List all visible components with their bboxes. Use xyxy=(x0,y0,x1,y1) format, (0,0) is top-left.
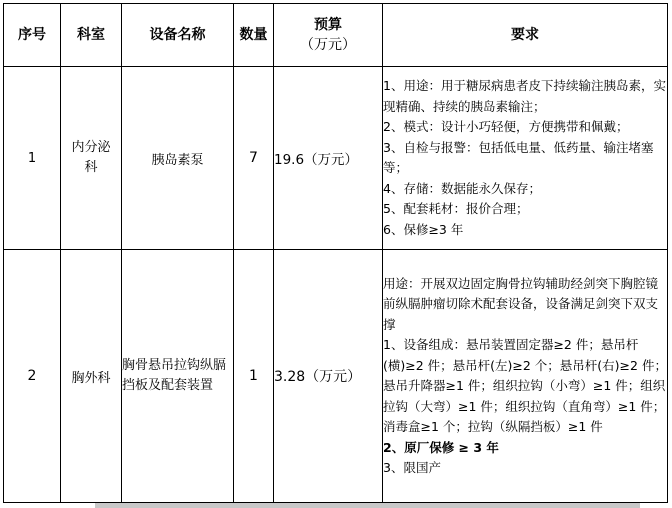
cell-seq: 2 xyxy=(4,250,61,503)
cell-requirements xyxy=(383,250,668,503)
requirement-line: 6、保修≥3 年 xyxy=(383,221,464,237)
cell-seq: 1 xyxy=(4,67,61,250)
cell-qty: 1 xyxy=(234,250,274,503)
cell-budget: 3.28（万元） xyxy=(274,250,383,503)
header-budget-line2: （万元） xyxy=(300,37,356,53)
horizontal-scrollbar[interactable] xyxy=(95,503,640,508)
header-device: 设备名称 xyxy=(122,4,234,67)
procurement-table xyxy=(3,3,668,503)
requirement-line: 2、模式：设计小巧轻便，方便携带和佩戴； xyxy=(383,119,629,134)
cell-dept xyxy=(61,67,122,250)
header-req: 要求 xyxy=(383,4,668,67)
requirement-line: 3、自检与报警：包括低电量、低药量、输注堵塞等； xyxy=(383,139,654,175)
cell-dept: 胸外科 xyxy=(61,250,122,503)
header-dept: 科室 xyxy=(61,4,122,67)
requirement-line: 3、限国产 xyxy=(383,460,441,475)
cell-dept-text: 内分泌科 xyxy=(71,140,111,175)
cell-budget: 19.6（万元） xyxy=(274,67,383,250)
requirement-line: 1、设备组成：悬吊装置固定器≥2 件；悬吊杆(横)≥2 件；悬吊杆(左)≥2 个；悬吊杆(右)≥2 件；悬吊升降器≥1 件；组织拉钩（小弯）≥1 件；组织拉钩（大弯）≥1 件；组织拉钩（直角弯）≥1 件；消毒盒≥1 个；拉钩（纵隔挡板）≥1 件 xyxy=(383,337,667,434)
cell-device: 胸骨悬吊拉钩纵膈挡板及配套装置 xyxy=(122,250,234,503)
requirement-line-warranty: 2、原厂保修 ≥ 3 年 xyxy=(383,439,499,455)
cell-qty: 7 xyxy=(234,67,274,250)
requirement-line: 1、用途：用于糖尿病患者皮下持续输注胰岛素，实现精确、持续的胰岛素输注； xyxy=(383,78,666,114)
requirement-line: 4、存储：数据能永久保存； xyxy=(383,180,541,196)
requirement-line: 用途：开展双边固定胸骨拉钩辅助经剑突下胸腔镜前纵膈肿瘤切除术配套设备，设备满足剑突下双支撑 xyxy=(383,275,659,332)
cell-device: 胰岛素泵 xyxy=(122,67,234,250)
table-row xyxy=(4,67,668,250)
header-row xyxy=(4,4,668,67)
table-row xyxy=(4,250,668,503)
requirement-line: 5、配套耗材：报价合理； xyxy=(383,201,529,216)
header-budget-line1: 预算 xyxy=(314,17,342,33)
header-qty: 数量 xyxy=(234,4,274,67)
header-budget xyxy=(274,4,383,67)
cell-requirements xyxy=(383,67,668,250)
header-seq: 序号 xyxy=(4,4,61,67)
